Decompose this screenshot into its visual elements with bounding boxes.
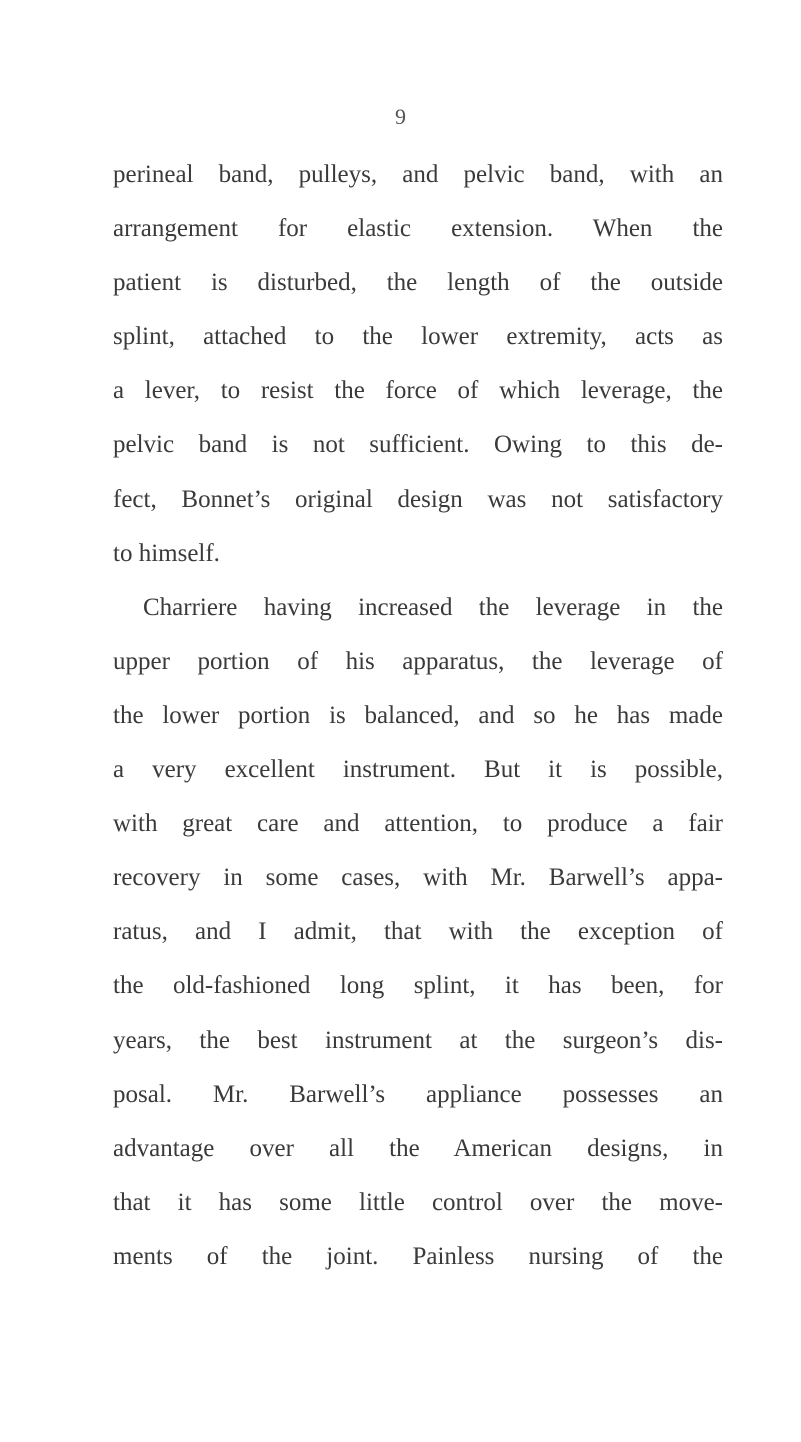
text-line: posal. Mr. Barwell’s appliance possesses an bbox=[113, 1080, 723, 1108]
text-line: with great care and attention, to produce a fair bbox=[113, 810, 723, 838]
text-line: perineal band, pulleys, and pelvic band, with an bbox=[113, 161, 723, 188]
text-line: to himself. bbox=[113, 539, 220, 567]
text-line: the lower portion is balanced, and so he has made bbox=[113, 701, 723, 729]
text-line: ratus, and I admit, that with the exception of bbox=[113, 918, 723, 946]
text-line: patient is disturbed, the length of the outside bbox=[113, 269, 723, 297]
text-line: upper portion of his apparatus, the leverage of bbox=[113, 647, 723, 675]
text-line: that it has some little control over the move- bbox=[113, 1188, 723, 1216]
text-line: advantage over all the American designs, in bbox=[113, 1134, 723, 1162]
text-line: the old-fashioned long splint, it has been, for bbox=[113, 972, 723, 1000]
text-line: recovery in some cases, with Mr. Barwell’s appa- bbox=[113, 864, 723, 892]
text-line: splint, attached to the lower extremity, acts as bbox=[113, 323, 723, 351]
page-number: 9 bbox=[395, 104, 406, 129]
text-line: fect, Bonnet’s original design was not satisfactory bbox=[113, 485, 723, 513]
text-line: Charriere having increased the leverage in the bbox=[143, 593, 723, 621]
body-text bbox=[113, 148, 723, 1284]
text-line: arrangement for elastic extension. When the bbox=[113, 215, 723, 243]
text-line: years, the best instrument at the surgeon’s dis- bbox=[113, 1026, 723, 1054]
text-line: a lever, to resist the force of which leverage, the bbox=[113, 377, 723, 405]
text-line: ments of the joint. Painless nursing of the bbox=[113, 1242, 723, 1270]
text-line: pelvic band is not sufficient. Owing to this de- bbox=[113, 431, 723, 459]
text-line: a very excellent instrument. But it is possible, bbox=[113, 756, 723, 784]
